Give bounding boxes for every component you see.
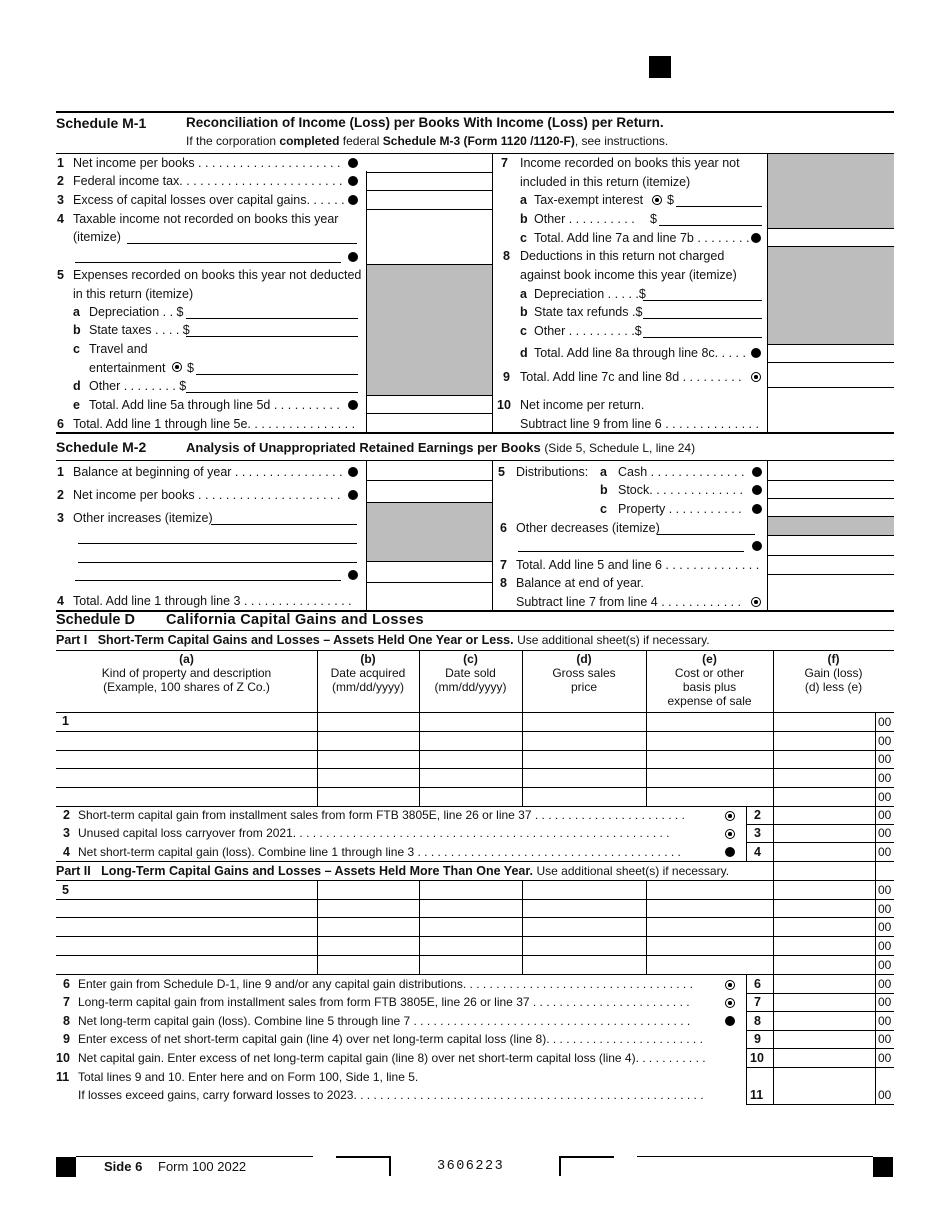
m2-subtitle: Analysis of Unappropriated Retained Earnings per Books (Side 5, Schedule L, line 24) <box>186 440 696 455</box>
circle-dot-icon <box>172 362 182 372</box>
bullet-icon <box>348 570 358 580</box>
m1-subtitle: Reconciliation of Income (Loss) per Books With Income (Loss) per Return. <box>186 115 664 130</box>
m1-5d-field[interactable] <box>186 392 358 393</box>
m1-top-rule <box>56 111 894 113</box>
m1-line1-amount[interactable] <box>366 154 491 171</box>
col-c-header: (c) Date sold (mm/dd/yyyy) <box>434 652 507 694</box>
circle-dot-icon <box>751 372 761 382</box>
m1-7b-field[interactable] <box>659 225 762 226</box>
m2-line3-field[interactable] <box>211 524 357 525</box>
m2-shaded-line6 <box>768 517 894 535</box>
footer-code: 3606223 <box>437 1159 505 1174</box>
m2-line4-label: Total. Add line 1 through line 3 . . . . . . . . . . . . . . . . <box>73 594 352 608</box>
circle-dot-icon <box>725 980 735 990</box>
m2-line3-label: Other increases (itemize) <box>73 511 213 525</box>
col-a-header: (a) Kind of property and description (Example, 100 shares of Z Co.) <box>101 652 272 694</box>
m1-line2-label: Federal income tax. . . . . . . . . . . . . . . . . . . . . . . . <box>73 174 343 188</box>
m2-line8-label: Balance at end of year. <box>516 576 644 590</box>
m2-title: Schedule M-2 <box>56 439 147 455</box>
m1-line6-label: Total. Add line 1 through line 5e. . . . . . . . . . . . . . . . <box>73 417 356 431</box>
m1-line3-label: Excess of capital losses over capital gains. . . . . . <box>73 193 345 207</box>
m2-line7-label: Total. Add line 5 and line 6 . . . . . . . . . . . . . . <box>516 558 760 572</box>
m1-line7-label: Income recorded on books this year not <box>520 156 740 170</box>
bullet-icon <box>348 467 358 477</box>
m1-shaded-area-7 <box>768 154 894 228</box>
bullet-icon <box>725 1016 735 1026</box>
m1-note: If the corporation completed federal Schedule M-3 (Form 1120 /1120-F), see instructions. <box>186 134 669 148</box>
circle-dot-icon <box>751 597 761 607</box>
schd-line10-label: Net capital gain. Enter excess of net long-term capital gain (line 8) over net short-term capital loss (line 4). . . . . . . . . . . <box>78 1051 706 1065</box>
m1-line4-itemize-field[interactable] <box>127 243 357 244</box>
bullet-icon <box>725 847 735 857</box>
schd-line4-label: Net short-term capital gain (loss). Combine line 1 through line 3 . . . . . . . . . . . . . . . . . . . . . . . . . . . . . . . . . . . . . . . . <box>78 845 681 859</box>
schd-title: Schedule D <box>56 612 135 628</box>
bullet-icon <box>751 233 761 243</box>
m2-shaded-area <box>367 503 492 561</box>
bullet-icon <box>348 195 358 205</box>
bullet-icon <box>752 485 762 495</box>
bullet-icon <box>348 158 358 168</box>
m1-title: Schedule M-1 <box>56 115 147 131</box>
circle-dot-icon <box>725 829 735 839</box>
m2-line2-label: Net income per books . . . . . . . . . . . . . . . . . . . . . <box>73 488 341 502</box>
m2-line5-label: Distributions: <box>516 465 589 479</box>
cents: 00 <box>878 734 892 748</box>
bullet-icon <box>752 541 762 551</box>
bullet-icon <box>348 490 358 500</box>
m2-line1-label: Balance at beginning of year . . . . . . . . . . . . . . . . <box>73 465 343 479</box>
registration-mark <box>56 1157 76 1177</box>
m1-line1-label: Net income per books . . . . . . . . . . . . . . . . . . . . . <box>73 156 341 170</box>
m1-line9-label: Total. Add line 7c and line 8d . . . . . . . . . <box>520 370 742 384</box>
m1-5a-field[interactable] <box>186 318 358 319</box>
schd-line7-label: Long-term capital gain from installment sales from form FTB 3805E, line 26 or line 37 . . . . . . . . . . . . . . . . . . . . . . . . <box>78 995 690 1009</box>
circle-dot-icon <box>725 998 735 1008</box>
m2-line6-label: Other decreases (itemize) <box>516 521 660 535</box>
m1-line10-label: Net income per return. <box>520 398 645 412</box>
cents: 00 <box>878 771 892 785</box>
m2-line3-field-4[interactable] <box>75 580 341 581</box>
col-b-header: (b) Date acquired (mm/dd/yyyy) <box>330 652 406 694</box>
cents: 00 <box>878 752 892 766</box>
m1-line8-label: Deductions in this return not charged <box>520 249 725 263</box>
cents: 00 <box>878 790 892 804</box>
m2-line6-field-2[interactable] <box>518 551 744 552</box>
bullet-icon <box>348 176 358 186</box>
m2-line3-field-2[interactable] <box>78 543 357 544</box>
footer-form: Form 100 2022 <box>158 1159 247 1174</box>
registration-mark <box>649 56 671 78</box>
bullet-icon <box>348 252 358 262</box>
schd-subtitle: California Capital Gains and Losses <box>166 612 424 628</box>
schd-line6-label: Enter gain from Schedule D-1, line 9 and/or any capital gain distributions. . . . . . . . . . . . . . . . . . . . . . . . . . . . . . . . . . . <box>78 977 693 991</box>
schd-line11-label: Total lines 9 and 10. Enter here and on Form 100, Side 1, line 5. <box>78 1070 419 1084</box>
m1-5c-field[interactable] <box>196 374 358 375</box>
col-e-header: (e) Cost or other basis plus expense of sale <box>667 652 752 708</box>
schd-line2-label: Short-term capital gain from installment sales from form FTB 3805E, line 26 or line 37 . . . . . . . . . . . . . . . . . . . . . . . <box>78 808 685 822</box>
part2-header: Part II Long-Term Capital Gains and Losses – Assets Held More Than One Year. Use additional sheet(s) if necessary. <box>56 864 730 878</box>
m1-8c-field[interactable] <box>643 337 762 338</box>
schd-line8-label: Net long-term capital gain (loss). Combine line 5 through line 7 . . . . . . . . . . . . . . . . . . . . . . . . . . . . . . . . . . . . . . . . . . <box>78 1014 691 1028</box>
circle-dot-icon <box>725 811 735 821</box>
bullet-icon <box>348 400 358 410</box>
m1-8b-field[interactable] <box>643 318 762 319</box>
m1-line4-label: Taxable income not recorded on books this year <box>73 212 339 226</box>
part1-header: Part I Short-Term Capital Gains and Losses – Assets Held One Year or Less. Use additional sheet(s) if necessary. <box>56 633 710 647</box>
cents: 00 <box>878 715 892 729</box>
bullet-icon <box>752 467 762 477</box>
circle-dot-icon <box>652 195 662 205</box>
m1-8a-field[interactable] <box>643 300 762 301</box>
col-d-header: (d) Gross sales price <box>552 652 616 694</box>
m1-5b-field[interactable] <box>186 336 358 337</box>
m1-line4-itemize-field-2[interactable] <box>75 262 341 263</box>
col-f-header: (f) Gain (loss) (d) less (e) <box>804 652 863 694</box>
m1-7a-field[interactable] <box>676 206 762 207</box>
m2-line6-field[interactable] <box>657 534 755 535</box>
m1-line5-label: Expenses recorded on books this year not deducted <box>73 268 362 282</box>
schd-line9-label: Enter excess of net short-term capital gain (line 4) over net long-term capital loss (line 8). . . . . . . . . . . . . . . . . . . . . . . . <box>78 1032 703 1046</box>
registration-mark <box>873 1157 893 1177</box>
bullet-icon <box>752 504 762 514</box>
footer-side: Side 6 <box>104 1159 143 1174</box>
m2-line3-field-3[interactable] <box>78 562 357 563</box>
bullet-icon <box>751 348 761 358</box>
m1-shaded-area <box>367 265 492 395</box>
schd-line3-label: Unused capital loss carryover from 2021. . . . . . . . . . . . . . . . . . . . . . . . . . . . . . . . . . . . . . . . . . . . . . . . . . . . . . . . . <box>78 826 670 840</box>
m1-shaded-area-8 <box>768 247 894 344</box>
